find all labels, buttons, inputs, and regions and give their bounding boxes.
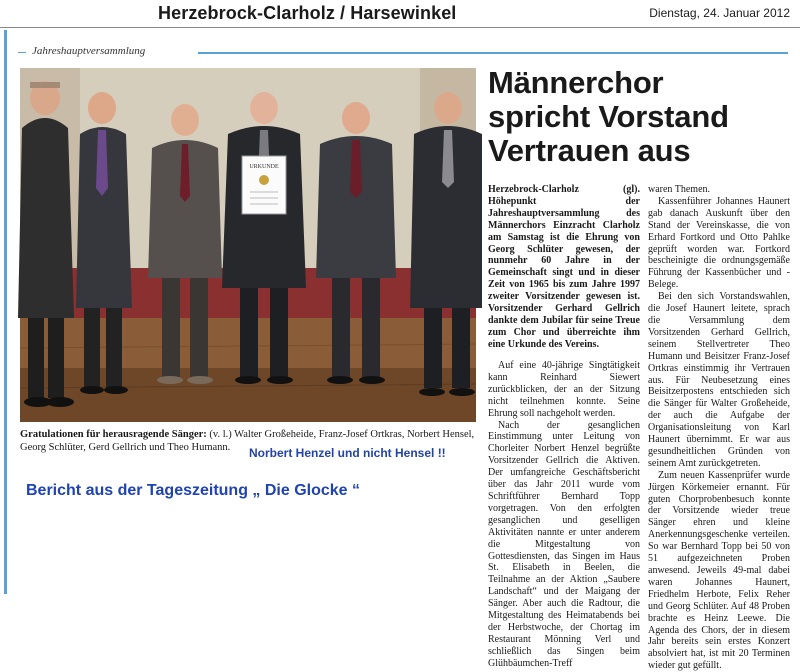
clipping-left-border xyxy=(4,30,7,594)
group-photo xyxy=(20,68,476,422)
headline-line-3: Vertrauen aus xyxy=(488,133,691,168)
article-lead: Herzebrock-Clarholz (gl). Höhepunkt der Jahreshauptversammlung des Männerchors Einzracht Clarholz am Samstag ist die Ehrung von Georg Schlüter gewesen, der nunmehr 60 Jahre in der Gemeinschaft singt und in dieser Zeit von 1965 bis zum Jahre 1997 zweiter Vorsitzender gewesen ist. Vorsitzender Gerhard Gellrich dankte dem Jubilar für seine Treue zum Chor und überreichte ihm eine Urkunde des Vereins. xyxy=(488,184,640,350)
group-photo-illustration xyxy=(20,68,476,422)
article-column-1-bottom xyxy=(488,360,640,670)
newspaper-section-title: Herzebrock-Clarholz / Harsewinkel xyxy=(158,3,457,23)
headline-line-2: spricht Vorstand xyxy=(488,99,729,134)
caption-text: (v. l.) Walter Großeheide, Franz-Josef Ortkras, Norbert Hensel, Georg Schlüter, Gerd Gellrich und Theo Humann. xyxy=(20,429,475,453)
article-paragraph: Kassenführer Johannes Haunert gab danach Auskunft über den Stand der Vereinskasse, die von Erhard Fortkord und Otto Pahlke geprüft worden war. Fortkord bescheinigte die ordnungsgemäße Führung der Kassenbücher und -Belege. xyxy=(648,195,790,291)
caption-lead: Gratulationen für herausragende Sänger: xyxy=(20,429,207,440)
masthead xyxy=(0,0,800,30)
article-paragraph: Bei den sich Vorstandswahlen, die Josef Haunert leitete, sprach die Versammlung dem Vorsitzenden Gerhard Gellrich, seinem Stellvertreter Theo Humann und Beisitzer Franz-Josef Ortkras einstimmig ihr Vertrauen aus. Für Neubesetzung eines Beisitzerpostens entschieden sich die Sänger für Walter Großeheide, der auch die Aufgabe der Organisationsleitung von Karl Haunert übernimmt. Er war aus gesundheitlichen Gründen von seinem Amt zurückgetreten. xyxy=(648,291,790,469)
certificate-title: URKUNDE xyxy=(249,164,279,170)
source-note: Bericht aus der Tageszeitung „ Die Glocke “ xyxy=(26,482,361,499)
section-rule-left xyxy=(18,52,26,53)
article-paragraph: waren Themen. xyxy=(648,184,711,195)
article-paragraph: Auf eine 40-jährige Singtätigkeit kann Reinhard Siewert zurückblicken, der an der Sitzung nicht teilnehmen konnte. Seine Ehrung soll nachgeholt werden. xyxy=(488,360,640,419)
article-headline xyxy=(488,66,788,168)
article-paragraph: Nach der gesanglichen Einstimmung unter Leitung von Chorleiter Norbert Henzel begrüßte Vorsitzender Gellrich die Aktiven. Der umfangreiche Geschäftsbericht über das Jahr 2011 wurde vom Schriftführer Bernhard Topp vorgetragen. Von den erfolgten gesanglichen und geselligen Aktivitäten nannte er unter anderem die Mitgestaltung von Gottesdiensten, das Singen im Haus St. Elisabeth in Beelen, die Teilnahme an der Aktion „Saubere Landschaft“ und der Maigang der Sänger. Aber auch die Radtour, die Mitgestaltung des Heimatabends bei der Herbstwoche, der Chortag im Restaurant Mönning Verl und schließlich das Singen beim Glühbäumchen-Treff xyxy=(488,419,640,669)
section-label: Jahreshauptversammlung xyxy=(32,45,146,57)
section-rule-right xyxy=(198,52,788,54)
article-column-1-top xyxy=(488,184,640,351)
article-column-2 xyxy=(648,184,790,672)
article-paragraph: Zum neuen Kassenprüfer wurde Jürgen Körkemeier ernannt. Für guten Chorprobenbesuch konnte der Vorsitzende wieder treue Sänger ehren und kleine Anerkennungsgeschenke verteilen. So war Bernhard Topp bei 50 von 51 aufgezeichneten Proben anwesend. Jeweils 49-mal dabei waren Johannes Haunert, Friedhelm Herbote, Felix Reher und Georg Schlüter. Auf 48 Proben brachte es Heinz Leewe. Die Agenda des Chors, der in diesem Jahr bereits sein erstes Konzert absolviert hat, ist mit 20 Terminen wieder gut gefüllt. xyxy=(648,469,790,672)
headline-line-1: Männerchor xyxy=(488,65,664,100)
issue-date: Dienstag, 24. Januar 2012 xyxy=(649,6,790,20)
name-correction-note: Norbert Henzel und nicht Hensel !! xyxy=(249,446,446,460)
masthead-rule xyxy=(0,27,800,28)
